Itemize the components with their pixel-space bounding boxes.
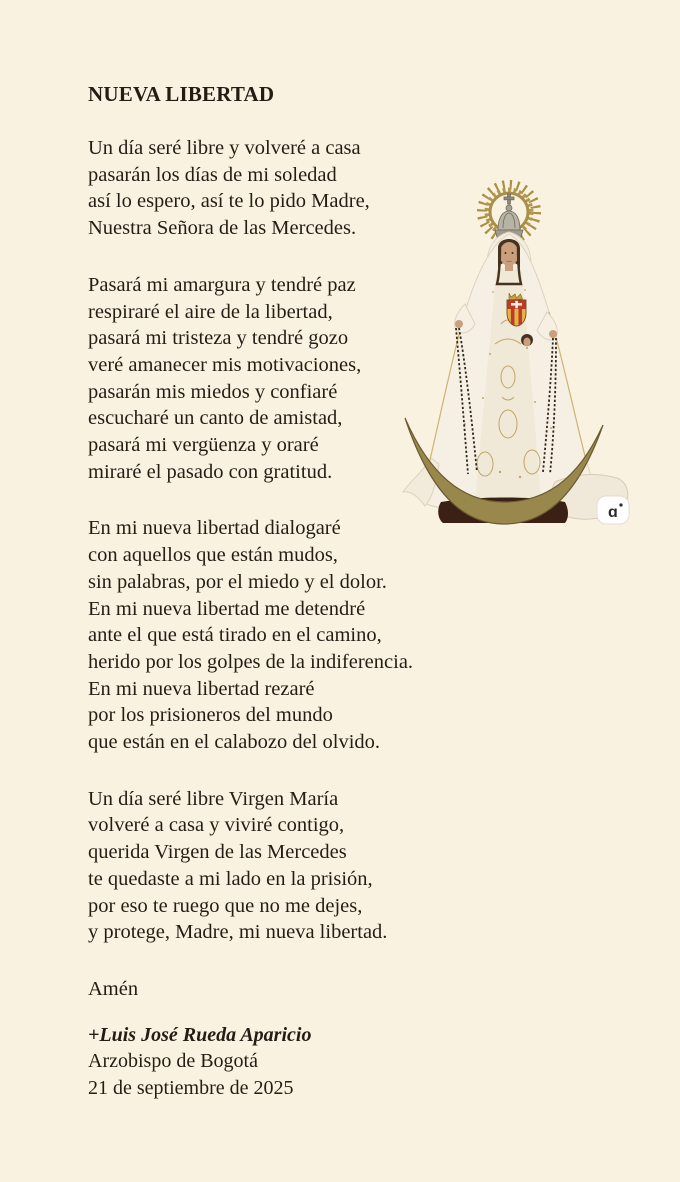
poem-line: Nuestra Señora de las Mercedes.	[88, 217, 357, 240]
watermark-badge	[597, 496, 629, 524]
poem-line: pasarán los días de mi soledad	[88, 163, 337, 186]
poem-line: y protege, Madre, mi nueva libertad.	[88, 921, 388, 944]
poem-line: con aquellos que están mudos,	[88, 544, 338, 567]
poem-line: que están en el calabozo del olvido.	[88, 731, 381, 754]
poem-line: veré amanecer mis motivaciones,	[88, 353, 362, 376]
author-role: Arzobispo de Bogotá	[88, 1050, 258, 1073]
document-date: 21 de septiembre de 2025	[88, 1077, 294, 1100]
stanza-4	[88, 786, 518, 946]
poem-line: volveré a casa y viviré contigo,	[88, 814, 345, 837]
poem-line: ante el que está tirado en el camino,	[88, 624, 382, 647]
poem-line: Un día seré libre y volveré a casa	[88, 137, 361, 159]
poem-line: querida Virgen de las Mercedes	[88, 841, 347, 864]
stanza-3	[88, 515, 518, 755]
poem-line: pasará mi vergüenza y oraré	[88, 434, 319, 457]
poem-title: NUEVA LIBERTAD	[88, 82, 275, 106]
poem-line: En mi nueva libertad rezaré	[88, 677, 315, 700]
poem-line: Un día seré libre Virgen María	[88, 787, 339, 810]
poem-line: por los prisioneros del mundo	[88, 704, 333, 727]
poem-line: por eso te ruego que no me dejes,	[88, 894, 363, 917]
watermark-glyph-icon: ɑ	[608, 504, 618, 521]
amen-line: Amén	[88, 977, 139, 1000]
virgin-statue-image	[395, 172, 665, 527]
signature-block	[88, 1022, 518, 1102]
author-name: +Luis José Rueda Aparicio	[88, 1023, 312, 1046]
poem-line: pasará mi tristeza y tendré gozo	[88, 327, 349, 350]
poem-line: así lo espero, así te lo pido Madre,	[88, 190, 370, 213]
poem-line: En mi nueva libertad dialogaré	[88, 517, 341, 540]
poem-line: respiraré el aire de la libertad,	[88, 300, 333, 323]
poem-line: miraré el pasado con gratitud.	[88, 460, 333, 483]
poem-line: te quedaste a mi lado en la prisión,	[88, 867, 373, 890]
poem-line: herido por los golpes de la indiferencia.	[88, 650, 414, 673]
crown	[495, 194, 523, 237]
poem-line: sin palabras, por el miedo y el dolor.	[88, 570, 387, 593]
poem-line: escucharé un canto de amistad,	[88, 407, 343, 430]
poem-line: Pasará mi amargura y tendré paz	[88, 273, 356, 296]
poem-line: En mi nueva libertad me detendré	[88, 597, 366, 620]
poem-line: pasarán mis miedos y confiaré	[88, 380, 338, 403]
